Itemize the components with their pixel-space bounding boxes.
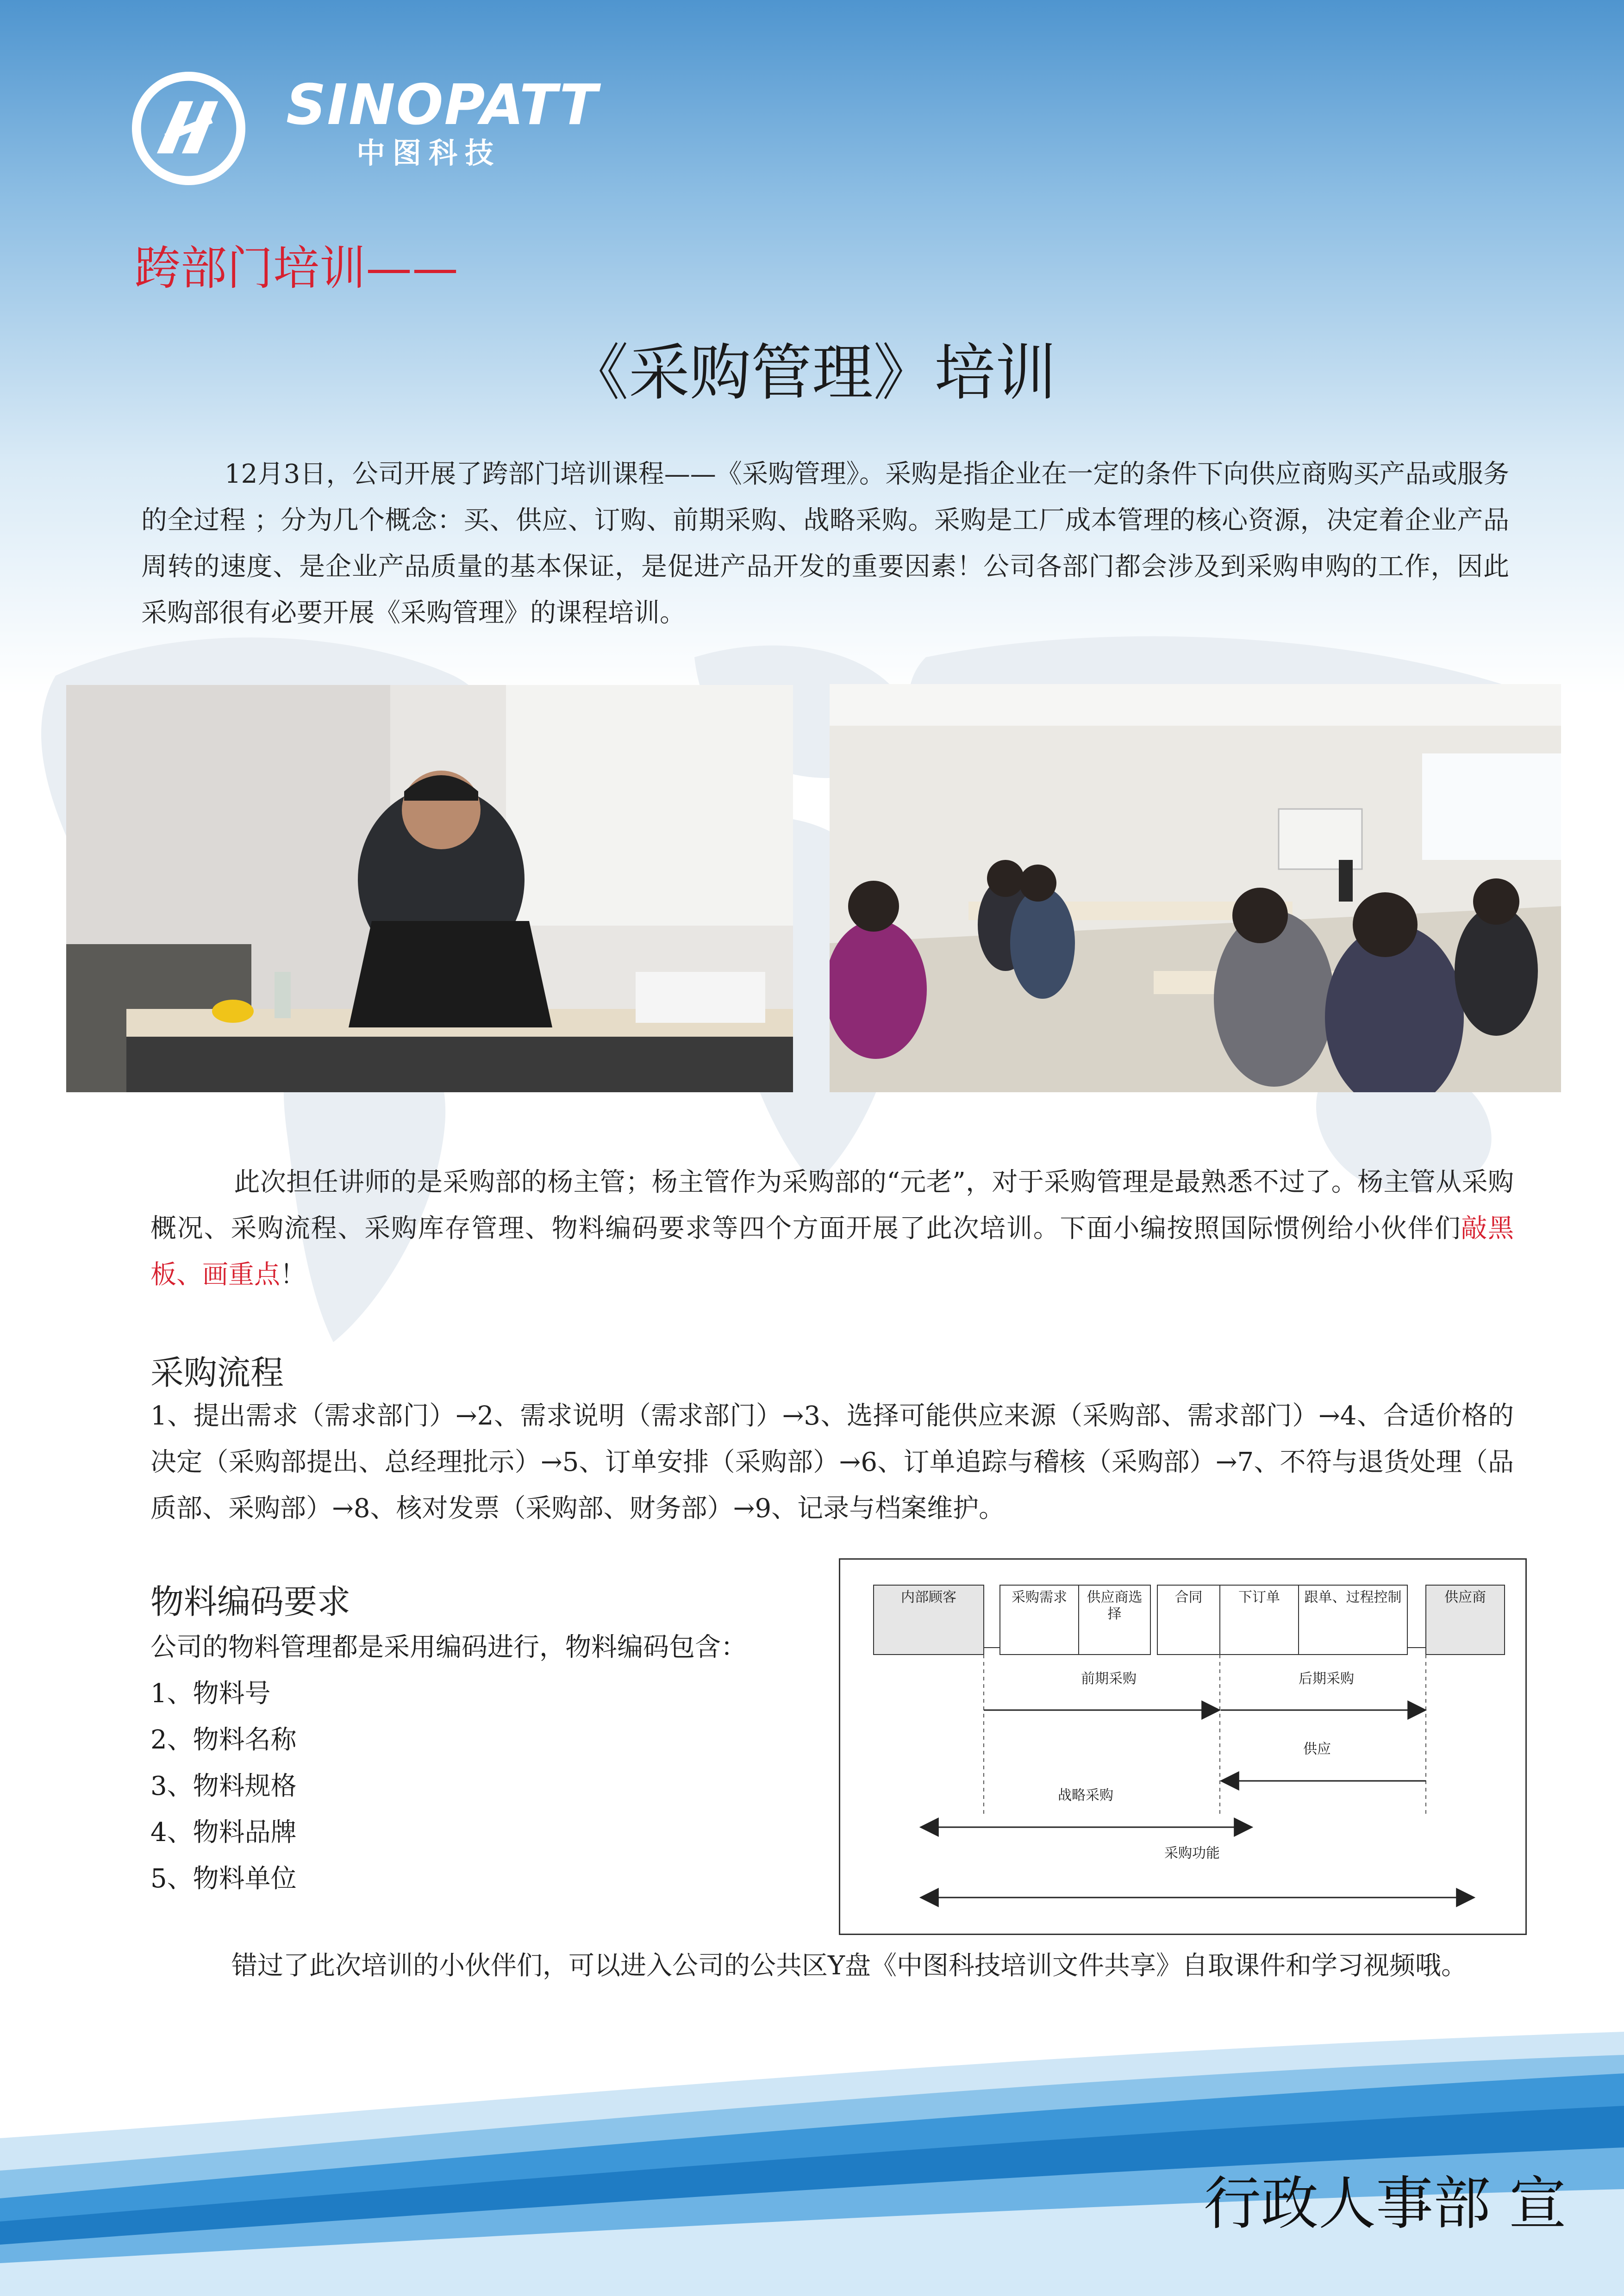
footer-wave-decoration <box>0 2004 1624 2296</box>
list-item: 5、物料单位 <box>150 1864 297 1894</box>
list-item: 3、物料规格 <box>150 1771 297 1801</box>
diagram-label-early-purchasing: 前期采购 <box>1081 1671 1137 1687</box>
diagram-label-supply: 供应 <box>1303 1741 1331 1757</box>
diagram-box-supplier: 供应商 <box>1444 1589 1486 1605</box>
material-heading: 物料编码要求 <box>150 1582 351 1621</box>
diagram-label-late-purchasing: 后期采购 <box>1299 1671 1354 1687</box>
material-intro: 公司的物料管理都是采用编码进行，物料编码包含： <box>150 1632 747 1662</box>
brand-name: SINOPATT <box>286 73 599 137</box>
brand-subtitle: 中图科技 <box>356 136 501 170</box>
material-list <box>150 1671 297 1902</box>
classroom-photo <box>830 684 1561 1092</box>
lecturer-photo <box>66 685 793 1092</box>
series-label: 跨部门培训—— <box>134 241 458 295</box>
list-item: 4、物料品牌 <box>150 1817 297 1848</box>
diagram-box-order-tracking: 跟单、过程控制 <box>1304 1589 1402 1605</box>
list-item: 1、物料号 <box>150 1679 271 1709</box>
lecturer-paragraph: 此次担任讲师的是采购部的杨主管；杨主管作为采购部的“元老”，对于采购管理是最熟悉不过了。杨主管从采购概况、采购流程、采购库存管理、物料编码要求等四个方面开展了此次培训。下面小编按照国际惯例给小伙伴们敲黑板、画重点！ <box>150 1167 1514 1290</box>
diagram-label-purchasing-function: 采购功能 <box>1164 1845 1220 1861</box>
intro-paragraph: 12月3日，公司开展了跨部门培训课程——《采购管理》。采购是指企业在一定的条件下向供应商购买产品或服务的全过程 ；分为几个概念：买、供应、订购、前期采购、战略采购。采购是工厂成本管理的核心资源，决定着企业产品周转的速度、是企业产品质量的基本保证，是促进产品开发的重要因素！公司各部门都会涉及到采购申购的工作，因此采购部很有必要开展《采购管理》的课程培训。 <box>141 459 1509 628</box>
diagram-label-strategic-purchasing: 战略采购 <box>1058 1787 1113 1804</box>
list-item: 2、物料名称 <box>150 1725 297 1755</box>
diagram-box-contract: 合同 <box>1174 1589 1203 1605</box>
diagram-box-supplier-selection: 供应商选择 <box>1087 1589 1143 1622</box>
diagram-box-place-order: 下订单 <box>1238 1589 1280 1605</box>
page-title: 《采购管理》培训 <box>568 337 1056 409</box>
process-heading: 采购流程 <box>150 1353 284 1392</box>
procurement-diagram <box>839 1558 1527 1935</box>
footer-signature: 行政人事部 宣 <box>1204 2171 1567 2237</box>
diagram-box-purchase-demand: 采购需求 <box>1012 1589 1067 1605</box>
diagram-box-internal-customer: 内部顾客 <box>901 1589 956 1605</box>
highlight-text: 敲黑板、画重点 <box>150 1213 1514 1290</box>
sinopatt-logo-icon <box>132 72 245 185</box>
process-paragraph: 1、提出需求（需求部门）→2、需求说明（需求部门）→3、选择可能供应来源（采购部、需求部门）→4、合适价格的决定（采购部提出、总经理批示）→5、订单安排（采购部）→6、订单追踪与稽核（采购部）→7、不符与退货处理（品质部、采购部）→8、核对发票（采购部、财务部）→9、记录与档案维护。 <box>150 1401 1514 1524</box>
closing-note: 错过了此次培训的小伙伴们，可以进入公司的公共区Y盘《中图科技培训文件共享》自取课件和学习视频哦。 <box>231 1951 1467 1981</box>
